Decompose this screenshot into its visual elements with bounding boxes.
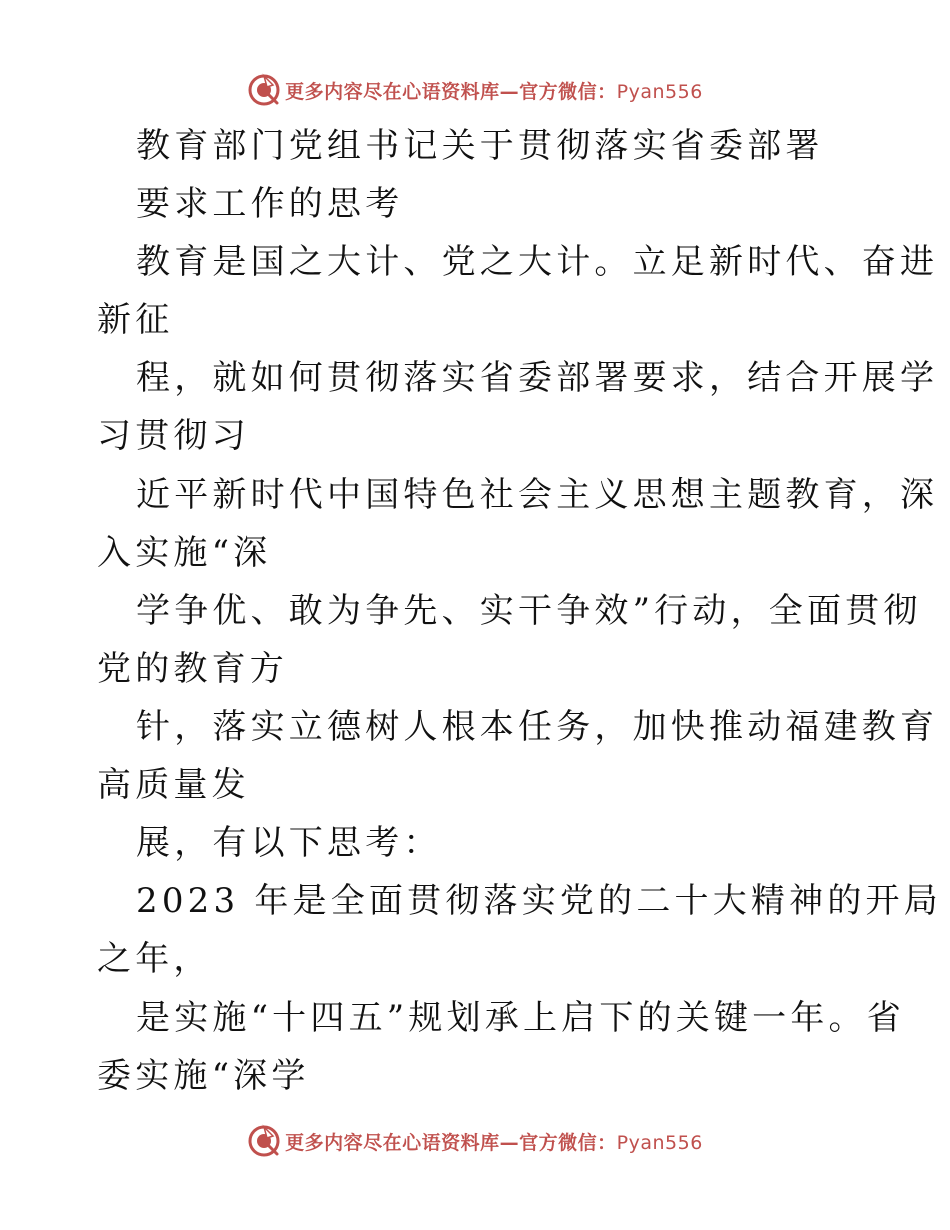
doc-line: 展，有以下思考：	[136, 823, 442, 863]
footer-watermark	[0, 1121, 950, 1161]
doc-line: 针，落实立德树人根本任务，加快推动福建教育	[136, 707, 939, 747]
doc-line: 入实施“深	[97, 533, 272, 573]
doc-line: 新征	[97, 300, 174, 340]
doc-line: 学争优、敢为争先、实干争效”行动，全面贯彻	[136, 591, 922, 631]
doc-line: 教育是国之大计、党之大计。立足新时代、奋进	[136, 242, 939, 282]
watermark-text: 更多内容尽在心语资料库—官方微信：Pyan556	[285, 80, 703, 103]
doc-line: 之年，	[97, 939, 212, 979]
doc-line: 教育部门党组书记关于贯彻落实省委部署	[136, 126, 824, 166]
doc-line: 委实施“深学	[97, 1056, 310, 1096]
doc-line: 习贯彻习	[97, 416, 250, 456]
doc-line: 是实施“十四五”规划承上启下的关键一年。省	[136, 998, 905, 1038]
doc-line: 党的教育方	[97, 649, 288, 689]
watermark-text: 更多内容尽在心语资料库—官方微信：Pyan556	[285, 1131, 703, 1154]
brand-logo-icon	[247, 1124, 281, 1158]
doc-line: 2023 年是全面贯彻落实党的二十大精神的开局	[136, 881, 942, 921]
doc-line: 程，就如何贯彻落实省委部署要求，结合开展学	[136, 358, 939, 398]
doc-line: 高质量发	[97, 765, 250, 805]
doc-line: 要求工作的思考	[136, 184, 404, 224]
doc-line: 近平新时代中国特色社会主义思想主题教育，深	[136, 475, 939, 515]
